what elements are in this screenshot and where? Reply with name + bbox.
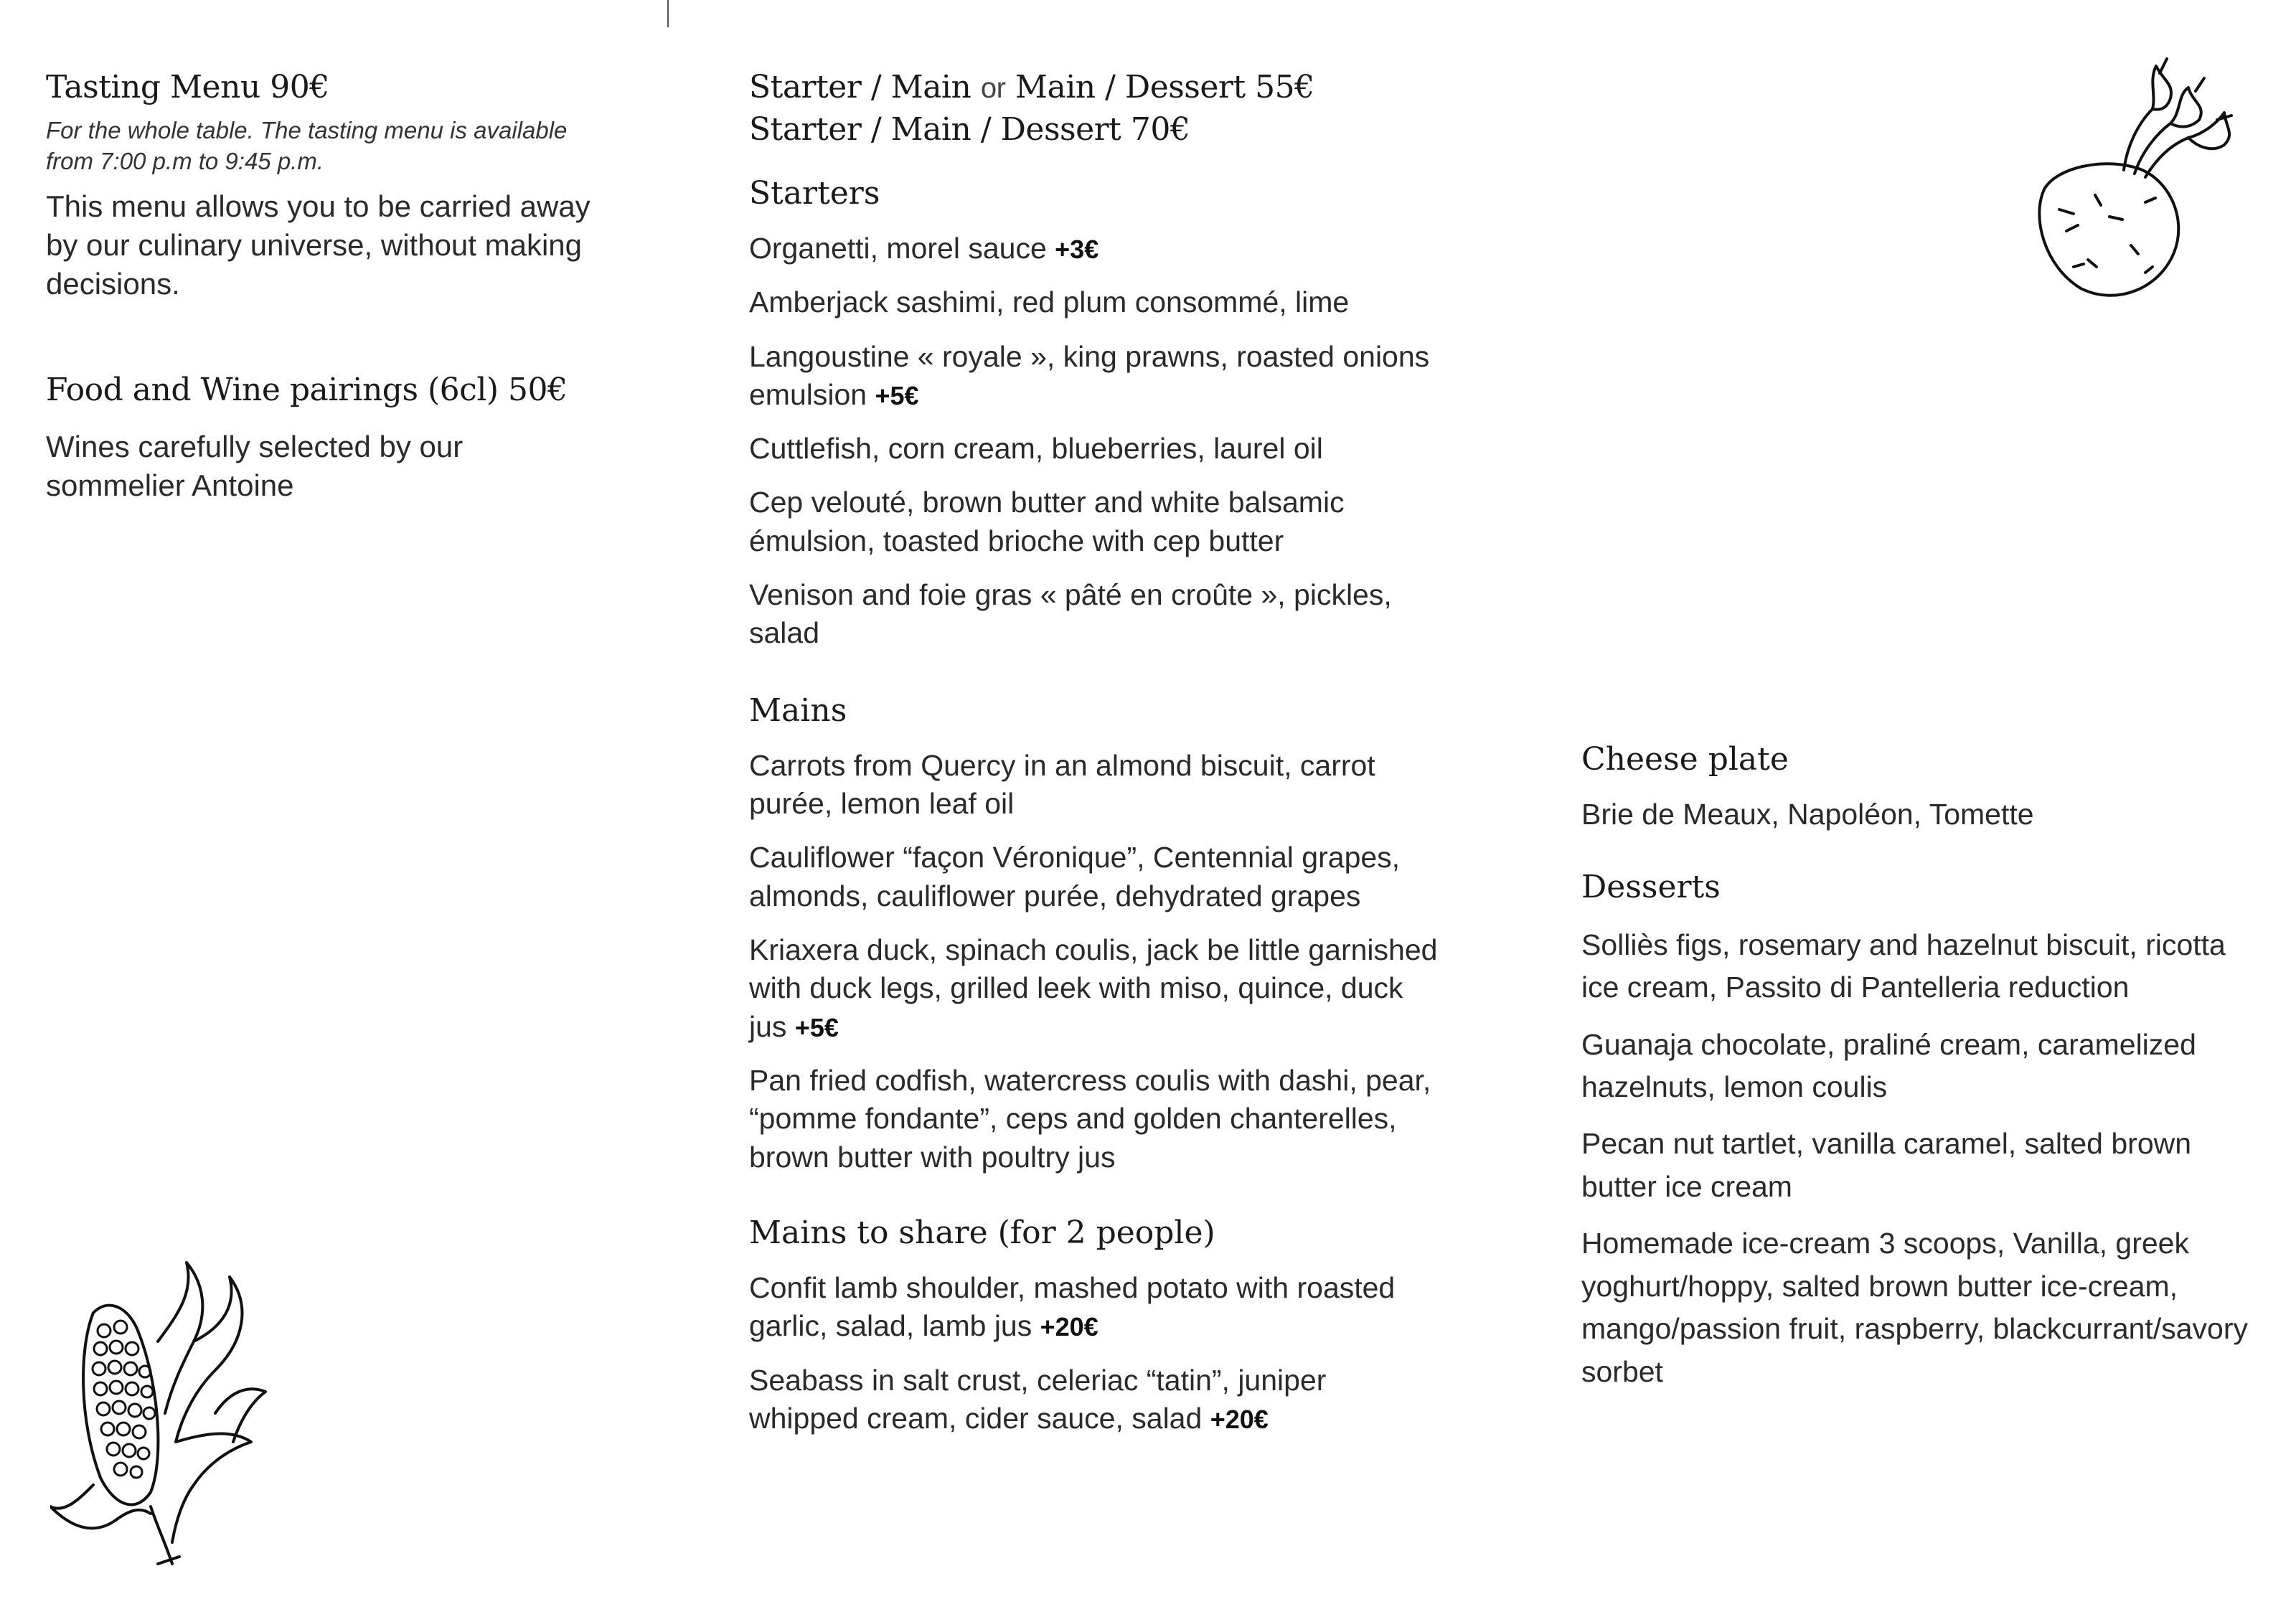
- tasting-menu-note: For the whole table. The tasting menu is available from 7:00 p.m to 9:45 p.m.: [46, 117, 568, 175]
- tasting-menu-title: Tasting Menu 90€: [46, 69, 329, 105]
- tasting-menu-description: This menu allows you to be carried away by our culinary universe, without making decisions.: [46, 189, 591, 301]
- supplement-badge: +5€: [794, 1012, 839, 1042]
- formula-line-1: [749, 66, 1438, 108]
- list-item: Confit lamb shoulder, mashed potato with roasted garlic, salad, lamb jus +20€: [749, 1270, 1396, 1343]
- scoops-label: 3 scoops: [1878, 1227, 1997, 1260]
- right-column: [1581, 739, 2256, 1407]
- desserts-list: [1581, 924, 2256, 1393]
- list-item: Amberjack sashimi, red plum consommé, lime: [749, 286, 1350, 319]
- mains-list: [749, 747, 1438, 1176]
- formula-line-2: Starter / Main / Dessert 70€: [749, 111, 1190, 148]
- list-item: Kriaxera duck, spinach coulis, jack be little garnished with duck legs, grilled leek with miso, quince, duck jus +5€: [749, 933, 1438, 1043]
- corn-illustration: [50, 1248, 280, 1578]
- fold-mark: [667, 0, 669, 27]
- list-item: Organetti, morel sauce +3€: [749, 231, 1099, 265]
- list-item: Guanaja chocolate, praliné cream, caramelized hazelnuts, lemon coulis: [1581, 1027, 2196, 1103]
- list-item: Langoustine « royale », king prawns, roasted onions emulsion +5€: [749, 339, 1430, 411]
- wine-pairing-description: Wines carefully selected by our sommelier Antoine: [46, 429, 464, 502]
- middle-column: [749, 66, 1438, 1453]
- celeriac-illustration: [2002, 52, 2246, 310]
- list-item: Cauliflower “façon Véronique”, Centennial grapes, almonds, cauliflower purée, dehydrated grapes: [749, 841, 1401, 912]
- cheese-text: Brie de Meaux, Napoléon, Tomette: [1581, 798, 2034, 831]
- list-item: Homemade ice-cream 3 scoops, Vanilla, greek yoghurt/hoppy, salted brown butter ice-cream, mango/passion fruit, raspberry, blackcurrant/savory sorbet: [1581, 1227, 2248, 1388]
- share-list: [749, 1269, 1438, 1438]
- share-heading: Mains to share (for 2 people): [749, 1214, 1215, 1251]
- starters-heading: Starters: [749, 174, 880, 212]
- list-item: Pan fried codfish, watercress coulis with dashi, pear, “pomme fondante”, ceps and golden chanterelles, brown butter with poultry jus: [749, 1063, 1431, 1174]
- formula-starter-main: Starter / Main: [749, 69, 971, 105]
- mains-heading: Mains: [749, 692, 847, 729]
- wine-pairing-title: Food and Wine pairings (6cl) 50€: [46, 372, 568, 409]
- starters-list: [749, 230, 1438, 653]
- desserts-heading: Desserts: [1581, 869, 1721, 906]
- supplement-badge: +20€: [1040, 1312, 1098, 1342]
- supplement-badge: +20€: [1210, 1404, 1269, 1434]
- list-item: Cuttlefish, corn cream, blueberries, laurel oil: [749, 432, 1323, 466]
- list-item: Seabass in salt crust, celeriac “tatin”, juniper whipped cream, cider sauce, salad +20€: [749, 1363, 1327, 1435]
- formula-or: or: [980, 72, 1006, 104]
- cheese-heading: Cheese plate: [1581, 741, 1789, 778]
- formula-main-dessert: Main / Dessert 55€: [1015, 69, 1314, 105]
- left-column: [46, 66, 591, 504]
- supplement-badge: +5€: [875, 380, 919, 410]
- list-item: Pecan nut tartlet, vanilla caramel, salted brown butter ice cream: [1581, 1127, 2192, 1203]
- list-item: Venison and foie gras « pâté en croûte », pickles, salad: [749, 578, 1392, 650]
- list-item: Carrots from Quercy in an almond biscuit, carrot purée, lemon leaf oil: [749, 748, 1375, 821]
- supplement-badge: +3€: [1055, 234, 1099, 264]
- list-item: Solliès figs, rosemary and hazelnut biscuit, ricotta ice cream, Passito di Pantelleria reduction: [1581, 928, 2226, 1004]
- list-item: Cep velouté, brown butter and white balsamic émulsion, toasted brioche with cep butter: [749, 486, 1345, 557]
